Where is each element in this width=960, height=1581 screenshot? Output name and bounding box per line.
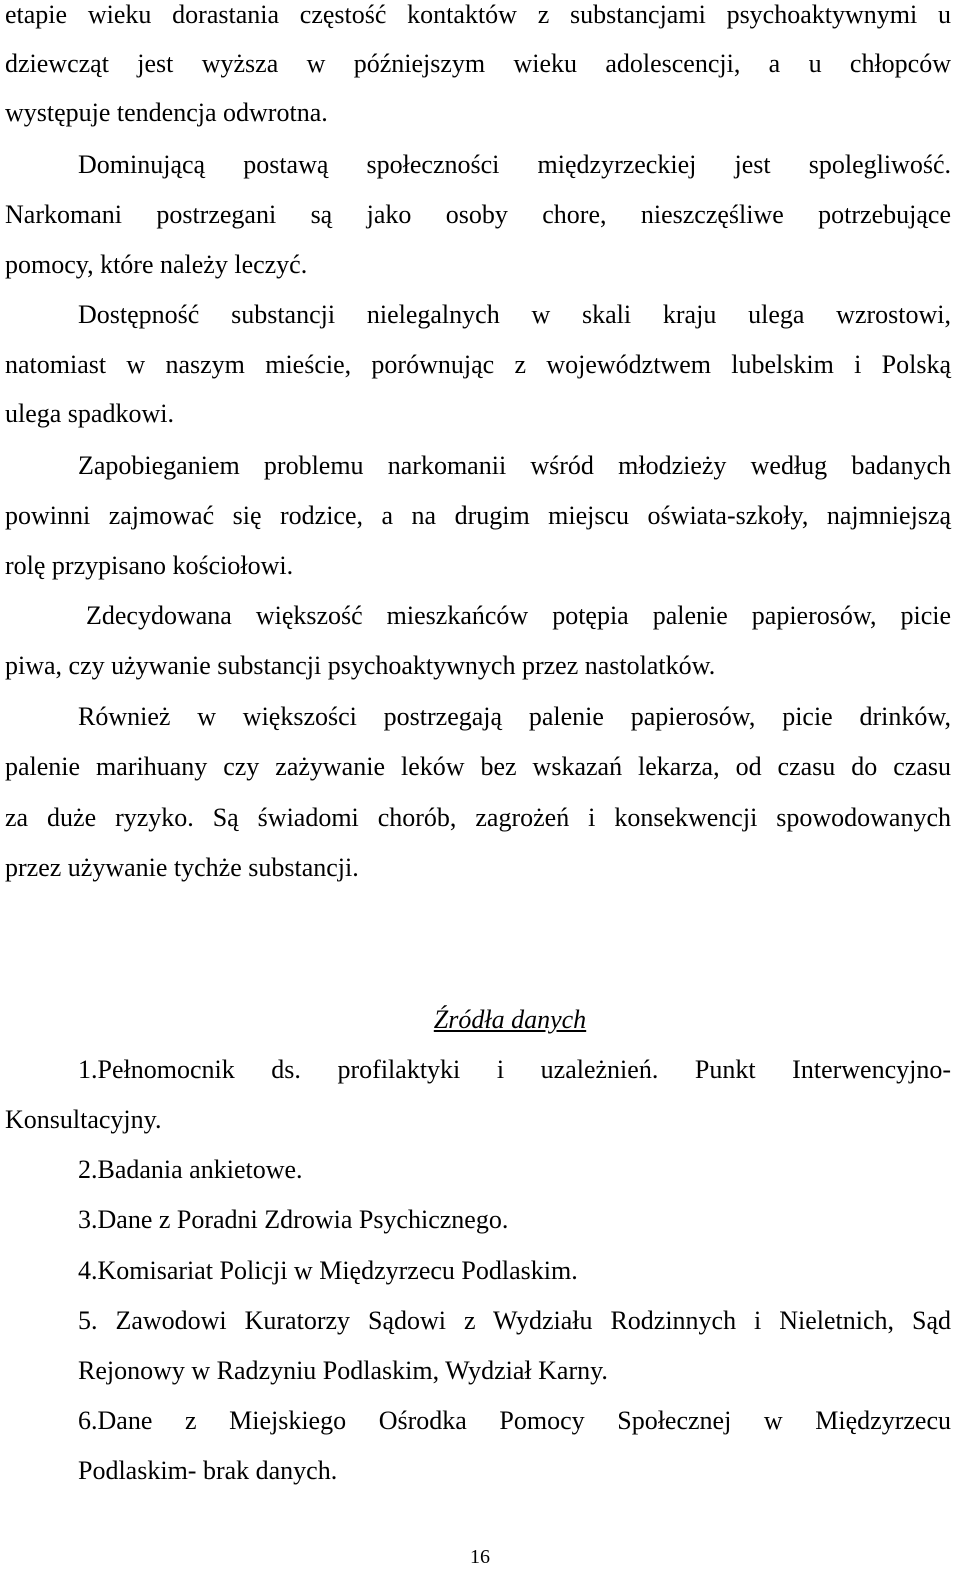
source-item-line: Podlaskim- brak danych. [78,1456,338,1485]
source-item-line: 5. Zawodowi Kuratorzy Sądowi z Wydziału Rodzinnych i Nieletnich, Sąd [78,1306,951,1335]
paragraph-line: Również w większości postrzegają palenie papierosów, picie drinków, [78,702,951,731]
paragraph-line: Narkomani postrzegani są jako osoby chore, nieszczęśliwe potrzebujące [5,200,951,229]
paragraph-line: palenie marihuany czy zażywanie leków bez wskazań lekarza, od czasu do czasu [5,752,951,781]
page-number: 16 [470,1546,490,1568]
paragraph-line: Zdecydowana większość mieszkańców potępia palenie papierosów, picie [86,601,951,630]
paragraph-line: ulega spadkowi. [5,399,174,428]
source-item-line: 3.Dane z Poradni Zdrowia Psychicznego. [78,1205,509,1234]
paragraph-line: występuje tendencja odwrotna. [5,98,328,127]
paragraph-line: za duże ryzyko. Są świadomi chorób, zagrożeń i konsekwencji spowodowanych [5,803,951,832]
paragraph-line: pomocy, które należy leczyć. [5,250,308,279]
source-item-line: 4.Komisariat Policji w Międzyrzecu Podlaskim. [78,1256,578,1285]
source-item-line: 1.Pełnomocnik ds. profilaktyki i uzależnień. Punkt Interwencyjno- [78,1055,951,1084]
paragraph-line: Dostępność substancji nielegalnych w skali kraju ulega wzrostowi, [78,300,951,329]
paragraph-line: powinni zajmować się rodzice, a na drugim miejscu oświata-szkoły, najmniejszą [5,501,951,530]
paragraph-line: Zapobieganiem problemu narkomanii wśród młodzieży według badanych [78,451,951,480]
sources-title: Źródła danych [433,1005,587,1034]
paragraph-line: dziewcząt jest wyższa w późniejszym wieku adolescencji, a u chłopców [5,49,951,78]
paragraph-line: Dominującą postawą społeczności międzyrzeckiej jest spolegliwość. [78,150,951,179]
paragraph-line: etapie wieku dorastania częstość kontaktów z substancjami psychoaktywnymi u [5,0,951,29]
paragraph-line: natomiast w naszym mieście, porównując z województwem lubelskim i Polską [5,350,951,379]
paragraph-line: piwa, czy używanie substancji psychoaktywnych przez nastolatków. [5,651,716,680]
source-item-line: Konsultacyjny. [5,1105,162,1134]
source-item-line: 6.Dane z Miejskiego Ośrodka Pomocy Społecznej w Międzyrzecu [78,1406,951,1435]
source-item-line: Rejonowy w Radzyniu Podlaskim, Wydział Karny. [78,1356,608,1385]
paragraph-line: rolę przypisano kościołowi. [5,551,294,580]
source-item-line: 2.Badania ankietowe. [78,1155,303,1184]
paragraph-line: przez używanie tychże substancji. [5,853,359,882]
